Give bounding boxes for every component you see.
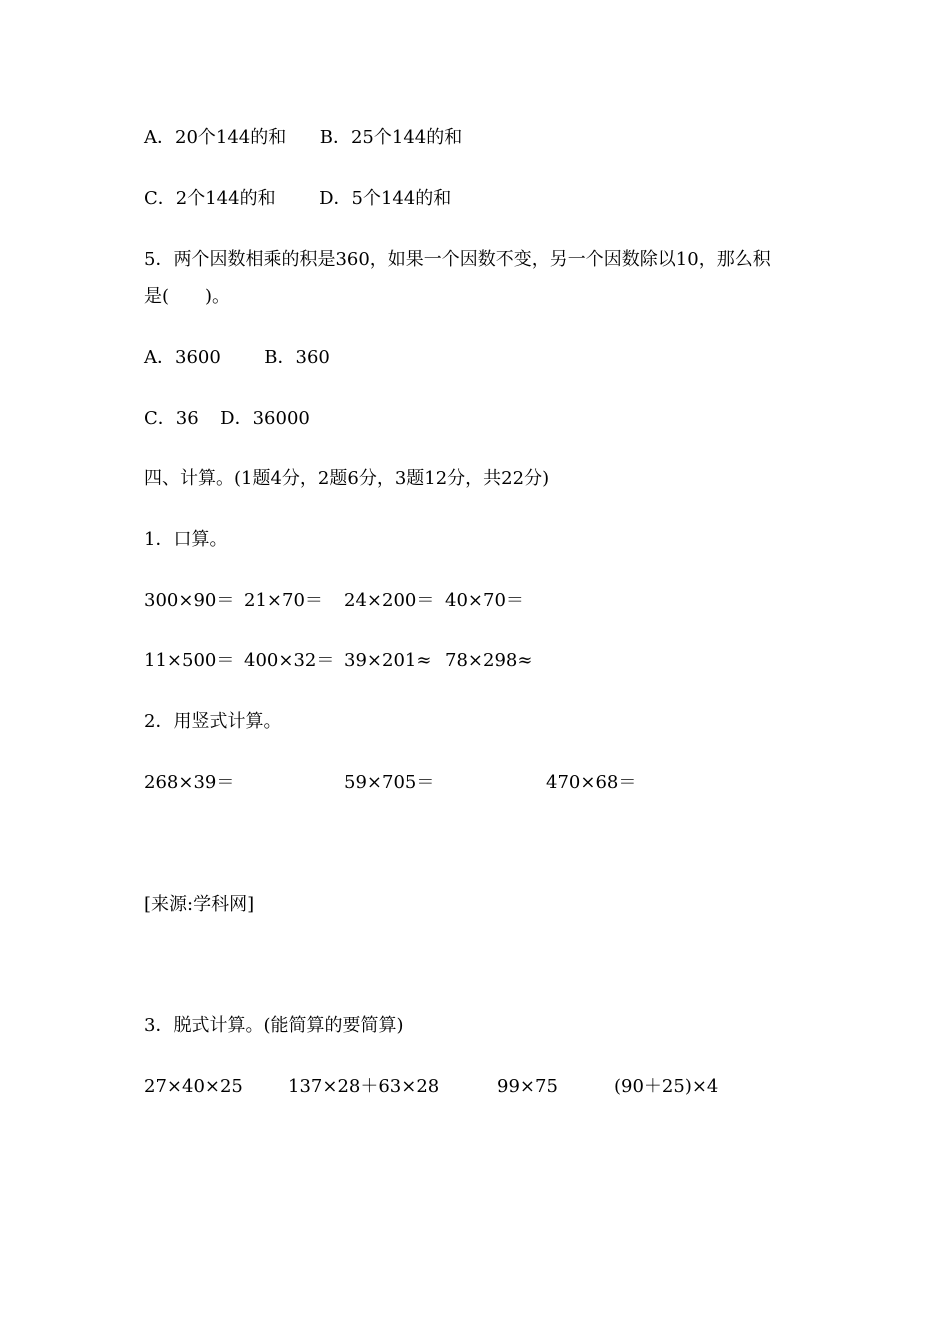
source-note: [来源:学科网] <box>144 894 255 915</box>
part3-title: 3．脱式计算。(能简算的要简算) <box>144 1015 404 1036</box>
step-calc-item: 27×40×25 <box>144 1076 243 1097</box>
oral-item: 24×200＝ <box>344 590 435 611</box>
vertical-calc-item: 470×68＝ <box>546 772 637 793</box>
q5-options-row2 <box>144 407 310 431</box>
oral-item: 39×201≈ <box>344 650 432 671</box>
q5-option-b: B．360 <box>264 347 330 368</box>
vertical-calc-item: 268×39＝ <box>144 772 235 793</box>
vertical-calc-item: 59×705＝ <box>344 772 435 793</box>
q4-options-row1 <box>144 126 462 150</box>
oral-item: 40×70＝ <box>445 590 524 611</box>
oral-item: 300×90＝ <box>144 590 235 611</box>
part2-title: 2．用竖式计算。 <box>144 711 282 732</box>
part1-title: 1．口算。 <box>144 529 228 550</box>
q4-option-b: B．25个144的和 <box>319 127 463 148</box>
q5-options-row1 <box>144 346 330 370</box>
oral-item: 78×298≈ <box>445 650 533 671</box>
q4-option-d: D．5个144的和 <box>319 188 452 209</box>
q4-option-c: C．2个144的和 <box>144 188 276 209</box>
step-calc-item: (90＋25)×4 <box>614 1076 719 1097</box>
q4-option-a: A．20个144的和 <box>144 127 287 148</box>
q5-question-line2: 是( )。 <box>144 286 231 307</box>
step-calc-item: 99×75 <box>497 1076 558 1097</box>
step-calc-item: 137×28＋63×28 <box>288 1076 440 1097</box>
oral-item: 400×32＝ <box>244 650 335 671</box>
q5-option-c: C．36 <box>144 408 199 429</box>
section-heading: 四、计算。(1题4分，2题6分，3题12分，共22分) <box>144 468 550 489</box>
oral-item: 11×500＝ <box>144 650 235 671</box>
q4-options-row2 <box>144 187 451 211</box>
q5-option-a: A．3600 <box>144 347 221 368</box>
oral-item: 21×70＝ <box>244 590 323 611</box>
q5-option-d: D．36000 <box>220 408 310 429</box>
q5-question-line1: 5．两个因数相乘的积是360，如果一个因数不变，另一个因数除以10，那么积 <box>144 249 771 270</box>
